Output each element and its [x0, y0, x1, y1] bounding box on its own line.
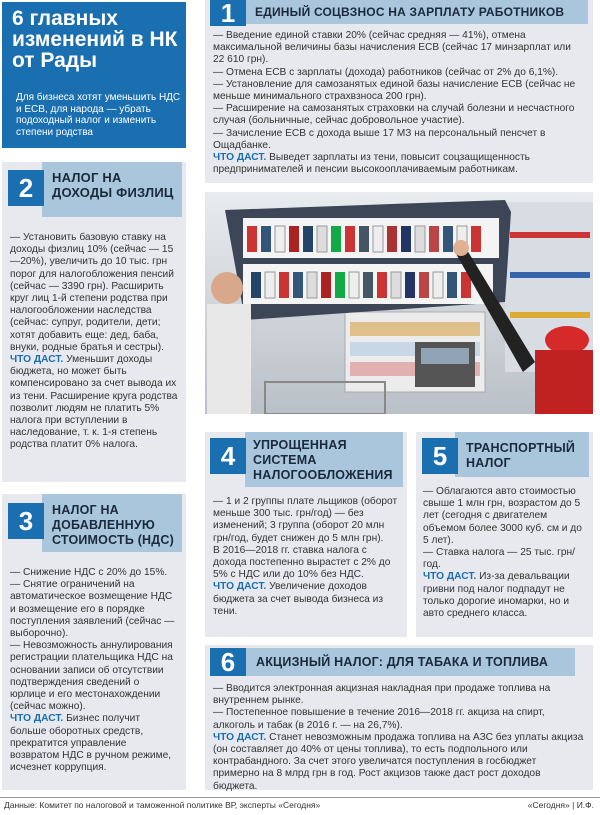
section-5-number: 5 — [422, 438, 458, 474]
section-4-item: — 1 и 2 группы плате льщиков (оборот меньше 300 тыс. грн/год) — без изменений; 3 группа (оборот 20 млн грн/год, будет снижен до 5 млн грн). — [213, 496, 398, 544]
section-2-item: — Установить базовую ставку на доходы физлиц 10% (сейчас — 15—20%), увеличить до 10 тыс. грн порог для налогобложения пенсий (сейчас — 3390 грн). Расширить круг лиц 1-й степени родства при налогообложении наследства (сейчас: супруг, родители, дети; хотят добавить еще: дед, баба, внуки, родные братья и сестры). — [10, 232, 174, 353]
section-3-result-text: Бизнес получит больше оборотных средств, прекратится управление возвратом НДС в ручном режиме, исчезнет коррупция. — [10, 713, 172, 774]
section-1-number: 1 — [210, 0, 246, 26]
section-1-item: — Установление для самозанятых единой базы начисление ЕСВ (сейчас не меньше минимального страхвзноса 200 грн). — [213, 78, 576, 103]
page-subtitle: Для бизнеса хотят уменьшить НДС и ЕСВ, для народа — убрать подоходный налог и изменить степени родства — [16, 92, 181, 138]
section-5-item: — Ставка налога — 25 тыс. грн/год. — [423, 547, 575, 571]
section-3-result-label: ЧТО ДАСТ. — [10, 713, 64, 725]
section-3-item: — Снижение НДС с 20% до 15%. — [10, 567, 168, 578]
section-6-item: — Вводится электронная акцизная накладная при продаже топлива на внутреннем рынке. — [213, 683, 551, 707]
section-2-result — [10, 354, 178, 452]
section-4-item: В 2016—2018 гг. ставка налога с дохода постепенно вырастет с 2% до 5% с НДС или до 10% без НДС. — [213, 544, 391, 581]
section-5-body — [423, 486, 587, 620]
section-1-result-label: ЧТО ДАСТ. — [213, 152, 267, 164]
section-3-item: — Снятие ограничений на автоматическое возмещение НДС и возмещение его в порядке поступления заявлений (сейчас — выборочно). — [10, 579, 175, 640]
footer-credit: «Сегодня» | И.Ф. — [527, 800, 594, 810]
section-2-body — [10, 232, 178, 452]
section-5-result-label: ЧТО ДАСТ. — [423, 571, 477, 583]
section-3-item: — Невозможность аннулирования регистрации плательщика НДС на основании записи об отсутствии подтверждения сведений о юрлице и его местонахождении (сейчас можно). — [10, 640, 173, 713]
section-1-item: — Расширение на самозанятых страховки на случай болезни и несчастного случая (больничные, сейчас добровольное участие). — [213, 103, 575, 127]
section-2-result-label: ЧТО ДАСТ. — [10, 354, 64, 366]
section-4-result-text: Увеличение доходов бюджета за счет вывода бизнеса из тени. — [213, 581, 384, 617]
section-1-result — [213, 152, 585, 176]
supermarket-photo — [205, 192, 593, 414]
section-1-item: — Зачисление ЕСВ с дохода выше 17 МЗ на персональный пенсчет в Ощадбанке. — [213, 127, 546, 151]
section-6-body — [213, 683, 585, 793]
section-6-title: АКЦИЗНЫЙ НАЛОГ: ДЛЯ ТАБАКА И ТОПЛИВА — [256, 655, 549, 669]
section-5-result-text: Из-за девальвации гривни под налог подпадут не только дорогие иномарки, но и авто среднего класса. — [423, 571, 570, 620]
main-header-block — [2, 2, 186, 148]
section-6-result — [213, 732, 585, 793]
section-4-result-label: ЧТО ДАСТ. — [213, 581, 267, 593]
section-4-body — [213, 496, 401, 618]
section-1-body — [213, 30, 585, 176]
section-5-item: — Облагаются авто стоимостью свыше 1 млн грн, возрастом до 5 лет (сегодня с двигателем объемом более 3000 куб. см и до 5 лет). — [423, 486, 582, 546]
section-5-title: ТРАНСПОРТНЫЙ НАЛОГ — [466, 441, 576, 470]
section-2-result-text: Уменьшит доходы бюджета, но может быть компенсировано за счет вывода их из тени. Расширение круга родства позволит людям не платить 5% налога при вступлении в наследование, т. к. 1-я степень родства платит 0% налога. — [10, 354, 178, 451]
section-4-result — [213, 581, 401, 618]
section-4-title: УПРОЩЕННАЯ СИСТЕМА НАЛОГООБЛОЖЕНИЯ — [253, 438, 393, 482]
cigarette-shelf-illustration — [205, 192, 593, 414]
section-2-title: НАЛОГ НА ДОХОДЫ ФИЗЛИЦ — [52, 170, 174, 200]
footer-source: Данные: Комитет по налоговой и таможенной политике ВР, эксперты «Сегодня» — [4, 800, 321, 810]
page-title: 6 главных изменений в НК от Рады — [12, 7, 178, 72]
footer-divider — [0, 797, 600, 798]
section-6-number: 6 — [210, 648, 246, 676]
section-6-item: — Постепенное повышение в течение 2016—2018 гг. акциза на спирт, алкоголь и табак (в 2016 г. — на 26,7%). — [213, 707, 545, 731]
section-2-number: 2 — [8, 170, 44, 206]
section-3-body — [10, 567, 178, 774]
section-6-result-label: ЧТО ДАСТ. — [213, 731, 267, 743]
section-3-title: НАЛОГ НА ДОБАВЛЕННУЮ СТОИМОСТЬ (НДС) — [52, 503, 174, 547]
section-1-result-text: Выведет зарплаты из тени, повысит соцзащищенность предпринимателей и пенсии высокооплачиваемым работникам. — [213, 152, 530, 176]
section-6-result-text: Станет невозможным продажа топлива на АЗС без уплаты акциза (он составляет до 40% от цены топлива), то есть подпольного или контрабандного. За счет этого увеличатся поступления в госбюджет примерно на 8 млрд грн в год. Рост акцизов также даст рост доходов бюджета. — [213, 731, 584, 792]
section-3-result — [10, 713, 178, 774]
section-5-result — [423, 571, 587, 620]
section-1-item: — Введение единой ставки 20% (сейчас средняя — 41%), отмена максимальной величины базы начисления ЕСВ (сейчас 17 минзарплат или 22 610 грн). — [213, 30, 571, 66]
section-3-number: 3 — [8, 503, 44, 539]
section-4-number: 4 — [210, 438, 246, 474]
section-1-title: ЕДИНЫЙ СОЦВЗНОС НА ЗАРПЛАТУ РАБОТНИКОВ — [255, 5, 565, 19]
section-1-item: — Отмена ЕСВ с зарплаты (дохода) работников (сейчас от 2% до 6,1%). — [213, 66, 559, 78]
